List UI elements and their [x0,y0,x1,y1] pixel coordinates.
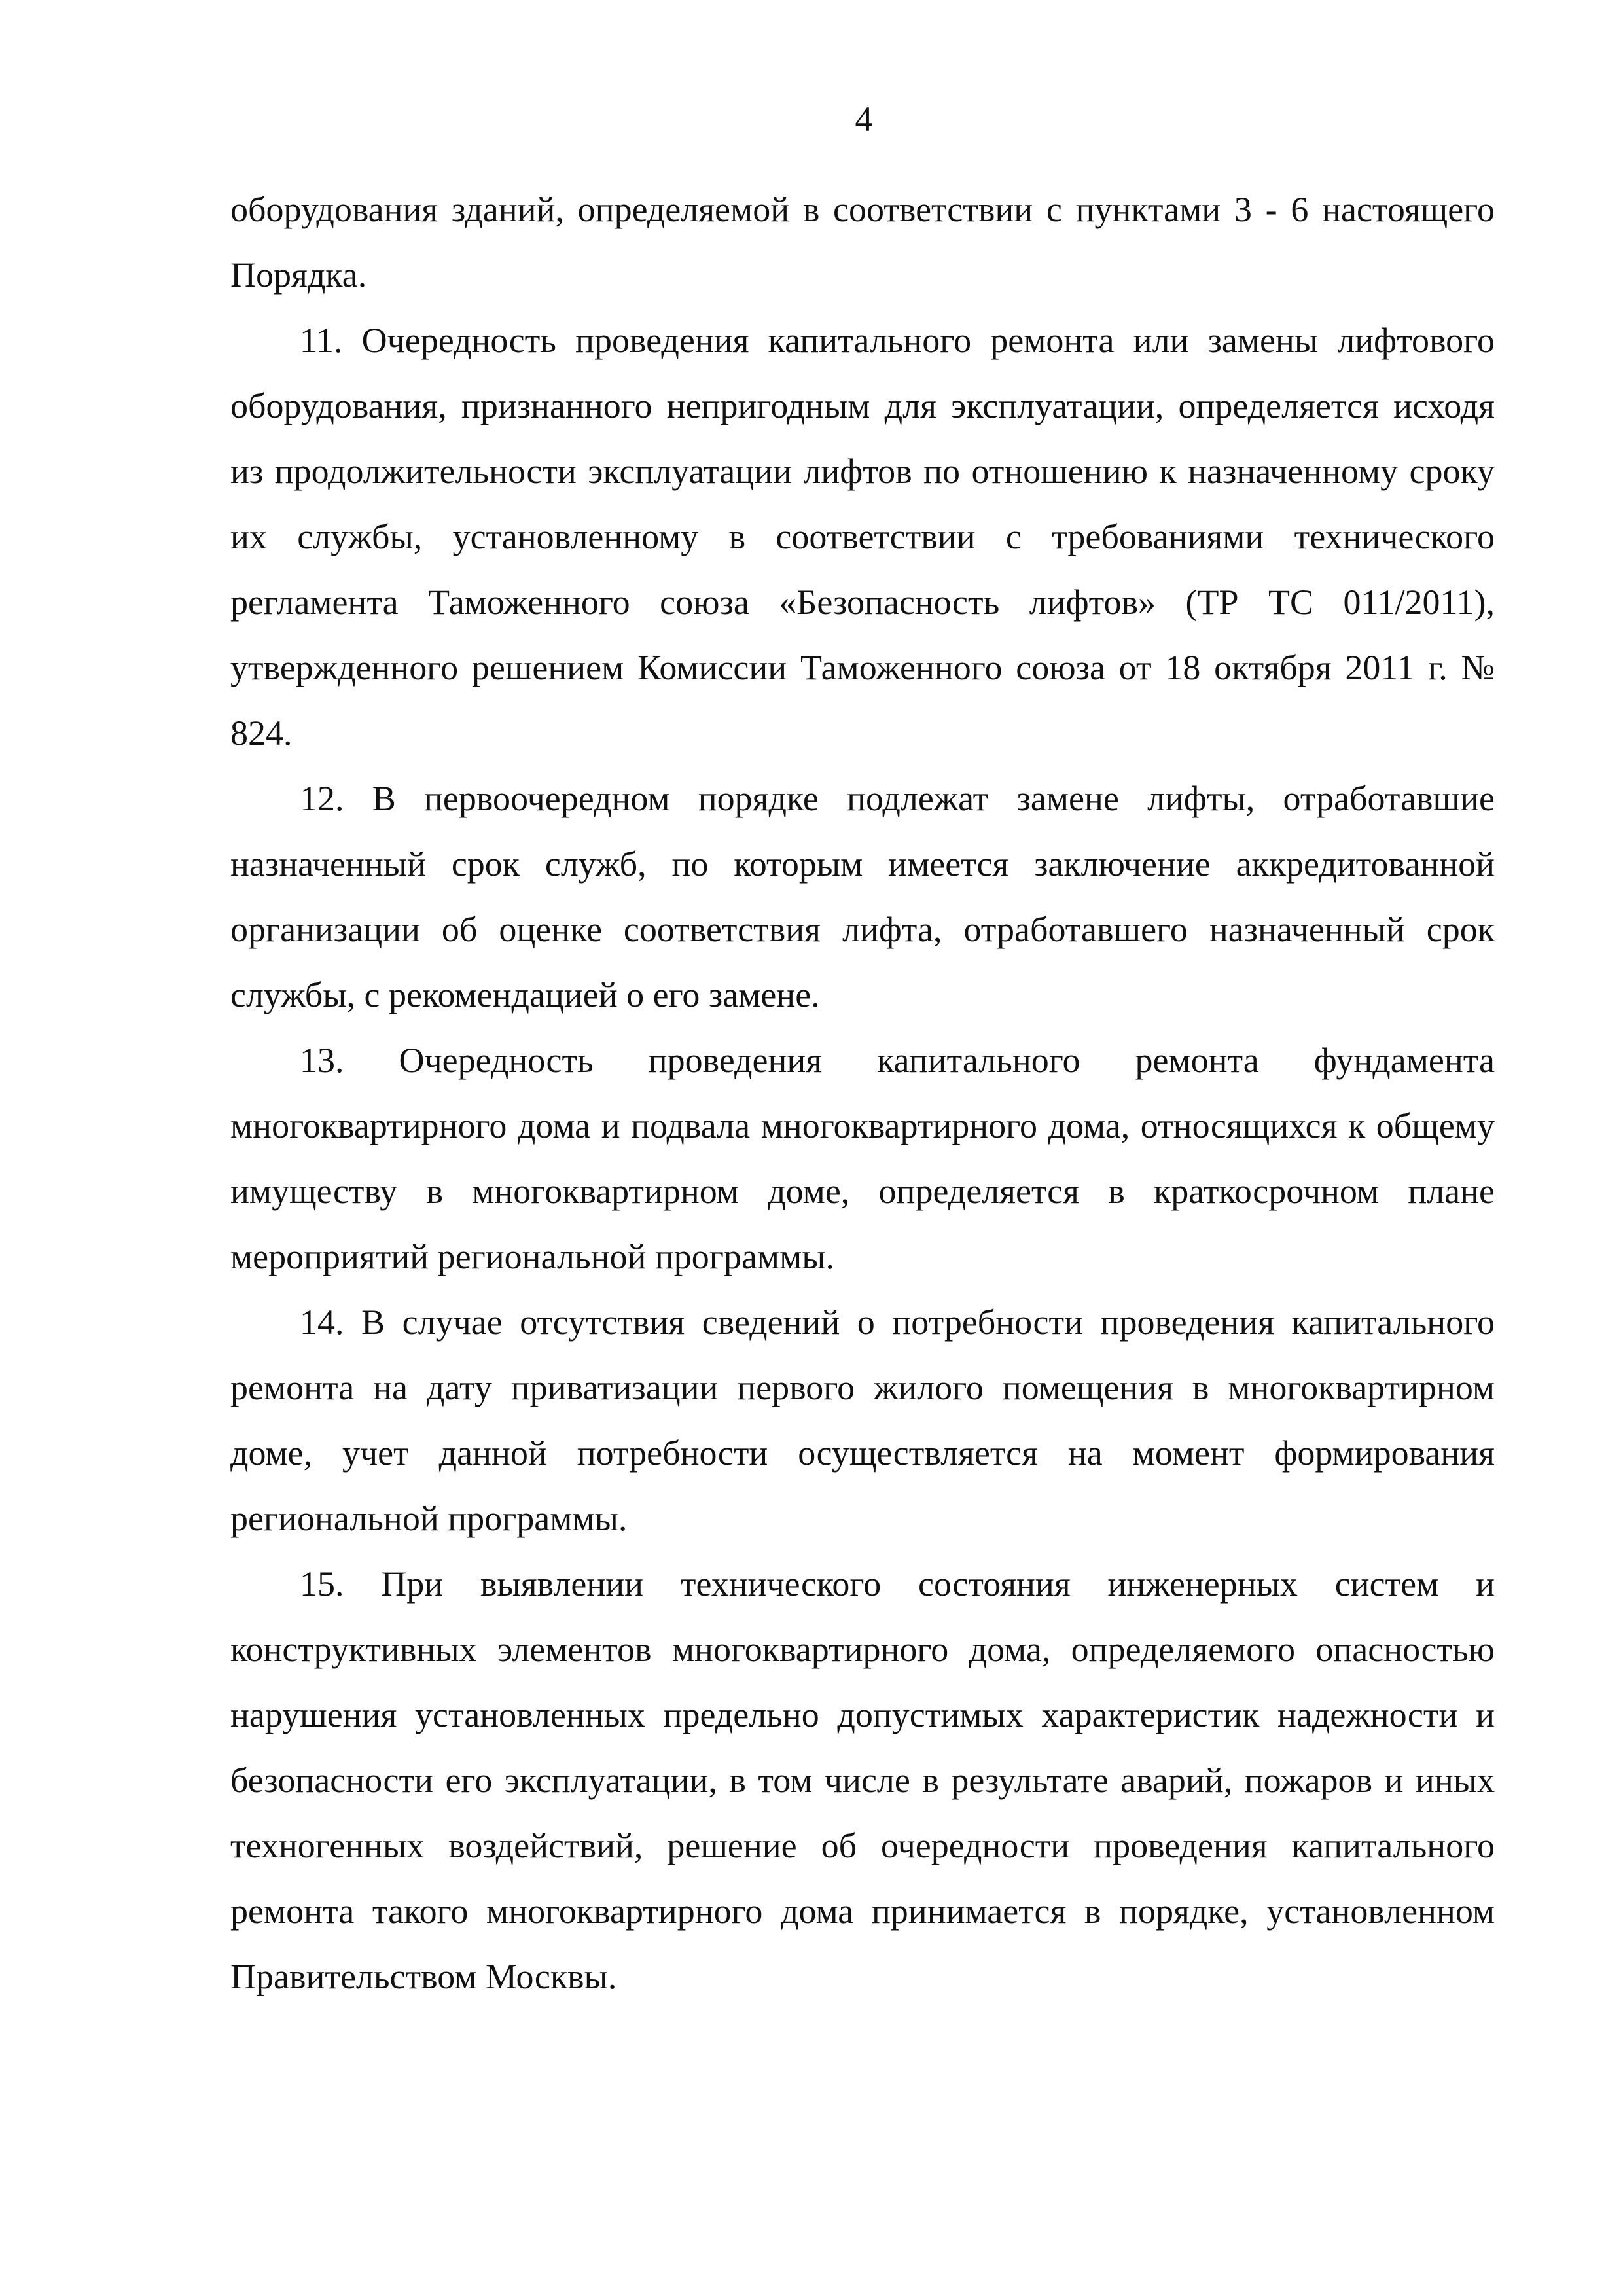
paragraph-continuation: оборудования зданий, определяемой в соответствии с пунктами 3 - 6 настоящего Порядка. [230,190,1495,295]
paragraph-15: 15. При выявлении технического состояния инженерных систем и конструктивных элементов многоквартирного дома, определяемого опасностью нарушения установленных предельно допустимых характеристик надежности и безопасности его эксплуатации, в том числе в результате аварий, пожаров и иных техногенных воздействий, решение об очередности проведения капитального ремонта такого многоквартирного дома принимается в порядке, установленном Правительством Москвы. [230,1564,1495,1996]
document-body [230,177,1495,2009]
paragraph-14: 14. В случае отсутствия сведений о потребности проведения капитального ремонта на дату приватизации первого жилого помещения в многоквартирном доме, учет данной потребности осуществляется на момент формирования региональной программы. [230,1302,1495,1538]
paragraph-11: 11. Очередность проведения капитального ремонта или замены лифтового оборудования, признанного непригодным для эксплуатации, определяется исходя из продолжительности эксплуатации лифтов по отношению к назначенному сроку их службы, установленному в соответствии с требованиями технического регламента Таможенного союза «Безопасность лифтов» (ТР ТС 011/2011), утвержденного решением Комиссии Таможенного союза от 18 октября 2011 г. № 824. [230,321,1495,753]
paragraph-13: 13. Очередность проведения капитального ремонта фундамента многоквартирного дома и подвала многоквартирного дома, относящихся к общему имуществу в многоквартирном доме, определяется в краткосрочном плане мероприятий региональной программы. [230,1041,1495,1276]
paragraph-12: 12. В первоочередном порядке подлежат замене лифты, отработавшие назначенный срок служб, по которым имеется заключение аккредитованной организации об оценке соответствия лифта, отработавшего назначенный срок службы, с рекомендацией о его замене. [230,779,1495,1014]
page-number: 4 [855,99,873,139]
